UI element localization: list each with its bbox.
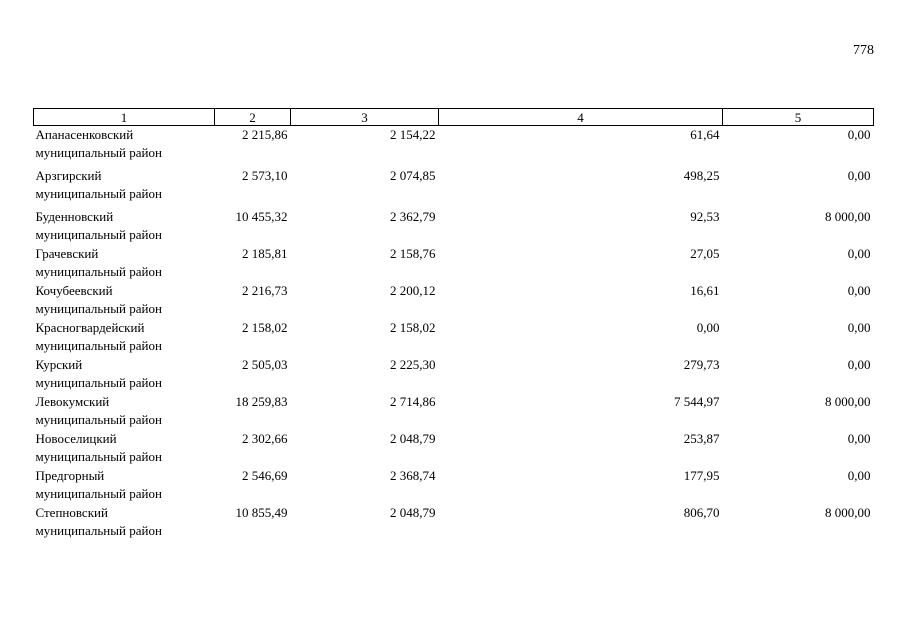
value-col-2: 2 302,66: [242, 431, 288, 446]
column-header-2: 2: [215, 109, 291, 126]
value-col-4: 27,05: [690, 246, 720, 261]
value-col-4: 253,87: [683, 431, 720, 446]
value-col-5: 8 000,00: [825, 209, 871, 224]
value-col-4: 279,73: [683, 357, 720, 372]
value-col-2: 10 855,49: [235, 505, 288, 520]
district-name: Предгорный: [35, 468, 105, 483]
table-row: [34, 208, 874, 245]
value-col-3: 2 200,12: [390, 283, 436, 298]
district-cell: [34, 282, 215, 319]
value-col-3: 2 154,22: [390, 127, 436, 142]
district-type: муниципальный район: [35, 375, 162, 390]
value-col-4: 498,25: [683, 168, 720, 183]
district-name: Курский: [35, 357, 83, 372]
value-col-5: 0,00: [847, 431, 871, 446]
district-cell: [34, 126, 215, 168]
value-col-4: 0,00: [696, 320, 720, 335]
value-col-4: 16,61: [690, 283, 720, 298]
header-row: [34, 109, 874, 126]
district-name: Арзгирский: [35, 168, 102, 183]
data-table: [33, 108, 874, 541]
district-cell: [34, 356, 215, 393]
value-col-5: 8 000,00: [825, 394, 871, 409]
value-col-4: 61,64: [690, 127, 720, 142]
district-type: муниципальный район: [35, 227, 162, 242]
district-type: муниципальный район: [35, 523, 162, 538]
value-col-3: 2 225,30: [390, 357, 436, 372]
value-col-2: 2 215,86: [242, 127, 288, 142]
district-cell: [34, 393, 215, 430]
table-row: [34, 126, 874, 168]
value-col-2: 2 505,03: [242, 357, 288, 372]
value-col-4: 177,95: [683, 468, 720, 483]
district-name: Левокумский: [35, 394, 110, 409]
district-type: муниципальный район: [35, 449, 162, 464]
value-col-2: 2 216,73: [242, 283, 288, 298]
value-col-4: 806,70: [683, 505, 720, 520]
column-header-1: 1: [34, 109, 215, 126]
district-type: муниципальный район: [35, 301, 162, 316]
district-type: муниципальный район: [35, 412, 162, 427]
value-col-3: 2 158,02: [390, 320, 436, 335]
table-row: [34, 319, 874, 356]
district-name: Апанасенковский: [35, 127, 134, 142]
value-col-3: 2 714,86: [390, 394, 436, 409]
value-col-3: 2 074,85: [390, 168, 436, 183]
district-type: муниципальный район: [35, 338, 162, 353]
district-cell: [34, 467, 215, 504]
value-col-2: 2 185,81: [242, 246, 288, 261]
district-cell: [34, 319, 215, 356]
district-name: Кочубеевский: [35, 283, 113, 298]
district-cell: [34, 245, 215, 282]
table-row: [34, 356, 874, 393]
table-row: [34, 282, 874, 319]
district-type: муниципальный район: [35, 145, 162, 160]
value-col-3: 2 158,76: [390, 246, 436, 261]
value-col-5: 0,00: [847, 357, 871, 372]
value-col-2: 2 573,10: [242, 168, 288, 183]
district-name: Красногвардейский: [35, 320, 145, 335]
table-row: [34, 393, 874, 430]
district-cell: [34, 208, 215, 245]
district-name: Степновский: [35, 505, 108, 520]
value-col-5: 0,00: [847, 168, 871, 183]
value-col-2: 2 546,69: [242, 468, 288, 483]
value-col-3: 2 048,79: [390, 431, 436, 446]
page-number: 778: [853, 43, 874, 58]
column-header-4: 4: [439, 109, 723, 126]
value-col-5: 0,00: [847, 246, 871, 261]
value-col-3: 2 362,79: [390, 209, 436, 224]
table-row: [34, 467, 874, 504]
district-type: муниципальный район: [35, 186, 162, 201]
value-col-3: 2 048,79: [390, 505, 436, 520]
district-type: муниципальный район: [35, 264, 162, 279]
district-name: Новоселицкий: [35, 431, 117, 446]
column-header-5: 5: [723, 109, 874, 126]
district-name: Буденновский: [35, 209, 114, 224]
table-row: [34, 504, 874, 541]
district-name: Грачевский: [35, 246, 99, 261]
table-row: [34, 430, 874, 467]
value-col-2: 2 158,02: [242, 320, 288, 335]
value-col-4: 7 544,97: [674, 394, 720, 409]
district-type: муниципальный район: [35, 486, 162, 501]
value-col-4: 92,53: [690, 209, 720, 224]
table-row: [34, 167, 874, 208]
value-col-5: 0,00: [847, 468, 871, 483]
value-col-5: 0,00: [847, 283, 871, 298]
value-col-2: 18 259,83: [235, 394, 288, 409]
value-col-5: 0,00: [847, 320, 871, 335]
value-col-5: 0,00: [847, 127, 871, 142]
value-col-2: 10 455,32: [235, 209, 288, 224]
value-col-5: 8 000,00: [825, 505, 871, 520]
table-row: [34, 245, 874, 282]
district-cell: [34, 504, 215, 541]
table-body: [34, 126, 874, 542]
district-cell: [34, 167, 215, 208]
column-header-3: 3: [291, 109, 439, 126]
value-col-3: 2 368,74: [390, 468, 436, 483]
district-cell: [34, 430, 215, 467]
